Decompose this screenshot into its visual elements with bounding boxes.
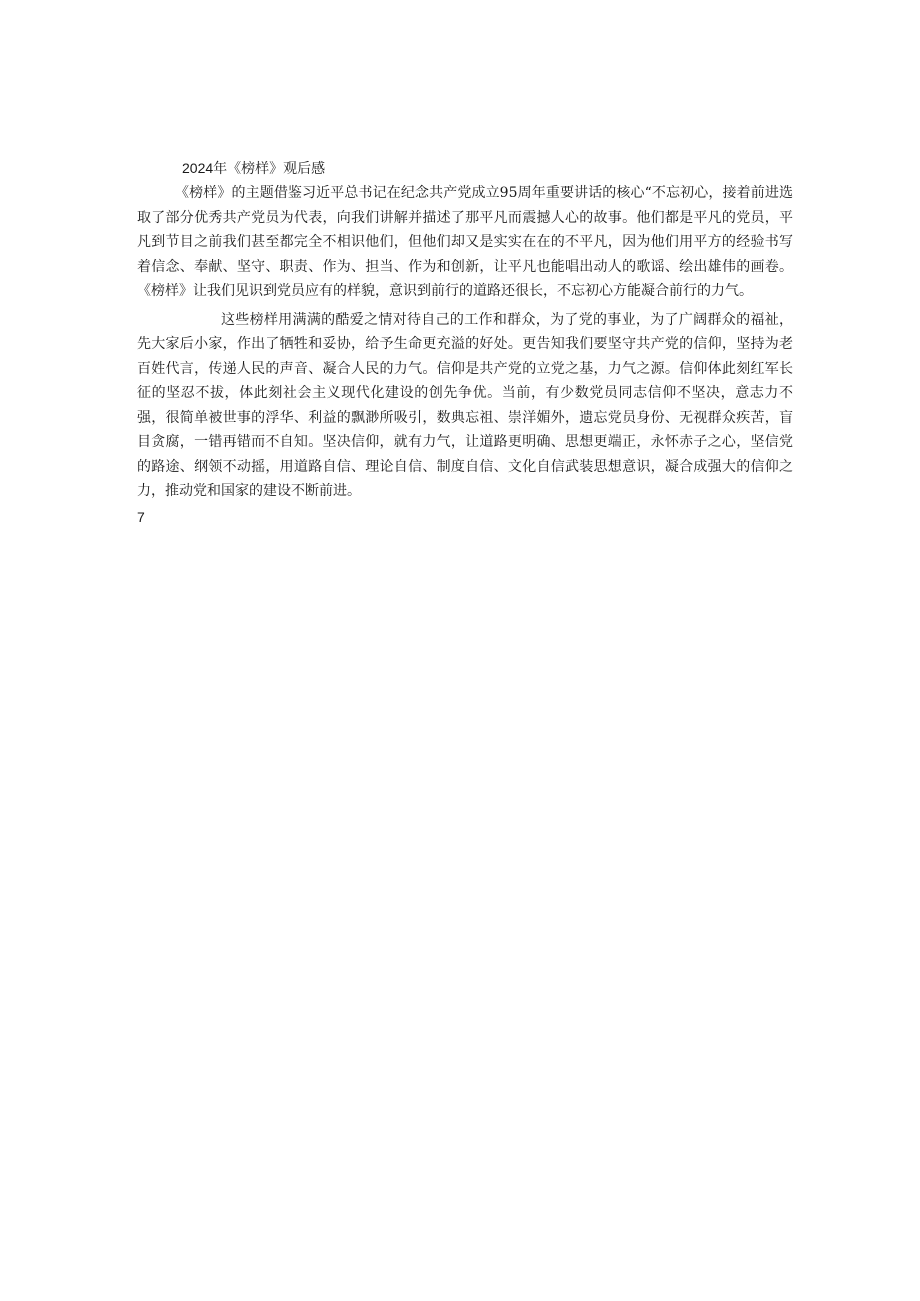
document-page: [137, 158, 793, 528]
page-number: 7: [137, 508, 145, 525]
document-title: 2024年《榜样》观后感: [182, 160, 326, 176]
paragraph-2: 这些榜样用满满的酷爱之情对待自己的工作和群众，为了党的事业，为了广阔群众的福祉，先大家后小家，作出了牺牲和妥协，给予生命更充溢的好处。更告知我们要坚守共产党的信仰，坚持为老百姓代言，传递人民的声音、凝合人民的力气。信仰是共产党的立党之基，力气之源。信仰体此刻红军长征的坚忍不拔，体此刻社会主义现代化建设的创先争优。当前，有少数党员同志信仰不坚决，意志力不强，很简单被世事的浮华、利益的飘渺所吸引，数典忘祖、崇洋媚外，遗忘党员身份、无视群众疾苦，盲目贪腐，一错再错而不自知。坚决信仰，就有力气，让道路更明确、思想更端正，永怀赤子之心，坚信党的路途、纲领不动摇，用道路自信、理论自信、制度自信、文化自信武装思想意识，凝合成强大的信仰之力，推动党和国家的建设不断前进。: [137, 311, 793, 499]
paragraph-1: 《榜样》的主题借鉴习近平总书记在纪念共产党成立95周年重要讲话的核心“不忘初心，接着前进选取了部分优秀共产党员为代表，向我们讲解并描述了那平凡而震撼人心的故事。他们都是平凡的党员，平凡到节目之前我们甚至都完全不相识他们，但他们却又是实实在在的不平凡，因为他们用平方的经验书写着信念、奉献、坚守、职责、作为、担当、作为和创新，让平凡也能唱出动人的歌谣、绘出雄伟的画卷。《榜样》让我们见识到党员应有的样貌，意识到前行的道路还很长，不忘初心方能凝合前行的力气。: [137, 185, 793, 299]
